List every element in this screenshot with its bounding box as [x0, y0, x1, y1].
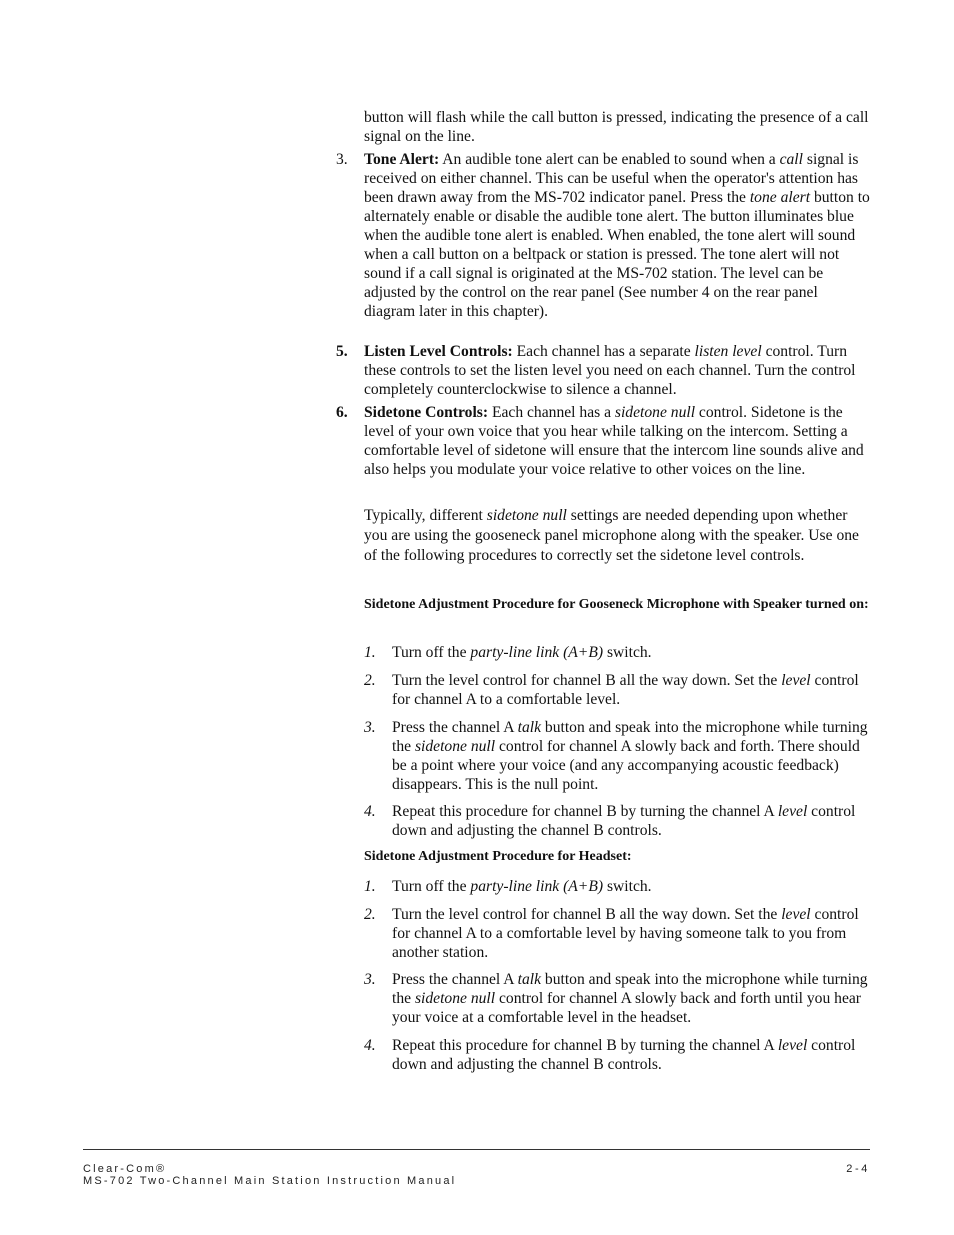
step-text — [392, 905, 870, 962]
item-number: 3. — [336, 151, 348, 168]
step-text — [392, 643, 870, 662]
step-number: 1. — [364, 878, 376, 895]
text: Repeat this procedure for channel B by turning the channel A — [392, 1037, 778, 1054]
emphasis: tone alert — [749, 189, 811, 206]
text: Turn the level control for channel B all the way down. Set the — [392, 672, 782, 689]
step-text — [392, 718, 870, 794]
text: Press the channel A — [392, 971, 518, 988]
item-title: Tone Alert: — [364, 151, 440, 168]
text: control. Turn these controls to set the listen level you need on each channel. Turn the control completely counterclockwise to silence a channel. — [364, 343, 856, 398]
text: control down and adjusting the channel B controls. — [392, 1037, 856, 1073]
footer-brand: Clear-Com® — [83, 1163, 167, 1175]
item-title: Sidetone Controls: — [364, 404, 489, 421]
step-number: 4. — [364, 803, 376, 820]
text: switch. — [603, 878, 652, 895]
emphasis: sidetone null — [414, 738, 496, 755]
text: Repeat this procedure for channel B by turning the channel A — [392, 803, 778, 820]
text: control for channel A slowly back and forth until you hear your voice at a comfortable level in the headset. — [392, 990, 862, 1026]
typical-paragraph — [364, 506, 870, 566]
text: Turn off the — [392, 644, 471, 661]
step-number: 1. — [364, 644, 376, 661]
text: settings are needed depending upon whether you are using the gooseneck panel microphone along with the speaker. Use one of the following procedures to correctly set the sidetone level controls. — [364, 507, 859, 564]
text: Each channel has a separate — [512, 343, 695, 360]
procedure-heading: Sidetone Adjustment Procedure for Gooseneck Microphone with Speaker turned on: — [364, 597, 869, 612]
text: control for channel A to a comfortable level. — [392, 672, 859, 708]
emphasis: level — [781, 906, 811, 923]
emphasis: party-line link (A+B) — [470, 644, 604, 661]
text: button and speak into the microphone while turning the — [392, 719, 868, 755]
item-number: 5. — [336, 343, 348, 360]
text: Typically, different — [364, 507, 487, 524]
text: button to alternately enable or disable the audible tone alert. The button illuminates blue when the audible tone alert is enabled. When enabled, the tone alert will sound when a call button on a beltpack or station is pressed. The tone alert will not sound if a call signal is originated at the MS-702 station. The level can be adjusted by the control on the rear panel (See number 4 on the rear panel diagram later in this chapter). — [364, 189, 870, 320]
text: control for channel A to a comfortable level by having someone talk to you from another station. — [392, 906, 859, 961]
page-number: 2-4 — [846, 1163, 870, 1175]
tone-alert-paragraph — [364, 150, 870, 321]
text: control down and adjusting the channel B controls. — [392, 803, 856, 839]
text: Turn off the — [392, 878, 471, 895]
item-title: Listen Level Controls: — [364, 343, 513, 360]
step-number: 4. — [364, 1037, 376, 1054]
step-text — [392, 671, 870, 709]
text: signal is received on either channel. This can be useful when the operator's attention has been drawn away from the MS-702 indicator panel. Press the — [364, 151, 859, 206]
emphasis: sidetone null — [614, 404, 696, 421]
emphasis: level — [777, 803, 808, 820]
emphasis: party-line link (A+B) — [470, 878, 604, 895]
step-text — [392, 1036, 870, 1074]
text: Press the channel A — [392, 719, 518, 736]
footer-rule — [83, 1149, 870, 1150]
step-number: 2. — [364, 672, 376, 689]
text: Turn the level control for channel B all the way down. Set the — [392, 906, 782, 923]
text: Each channel has a — [488, 404, 615, 421]
emphasis: sidetone null — [486, 507, 567, 524]
step-text — [392, 970, 870, 1027]
procedure-heading: Sidetone Adjustment Procedure for Headset: — [364, 849, 632, 864]
step-number: 3. — [364, 971, 376, 988]
text: control for channel A slowly back and forth. There should be a point where your voice (and any accompanying acoustic feedback) disappears. This is the null point. — [392, 738, 860, 793]
emphasis: sidetone null — [414, 990, 496, 1007]
item-number: 6. — [336, 404, 348, 421]
step-text — [392, 802, 870, 840]
intro-continuation: button will flash while the call button is pressed, indicating the presence of a call signal on the line. — [364, 109, 869, 145]
emphasis: call — [779, 151, 803, 168]
text: switch. — [603, 644, 652, 661]
emphasis: level — [781, 672, 811, 689]
listen-level-paragraph — [364, 342, 870, 399]
text: An audible tone alert can be enabled to sound when a — [439, 151, 780, 168]
step-number: 2. — [364, 906, 376, 923]
emphasis: talk — [517, 719, 541, 736]
step-text — [392, 877, 870, 896]
text: control. Sidetone is the level of your own voice that you hear while talking on the intercom. Setting a comfortable level of sidetone will ensure that the intercom line sounds alive and also helps you modulate your voice relative to other voices on the line. — [364, 404, 864, 478]
emphasis: listen level — [694, 343, 762, 360]
emphasis: level — [777, 1037, 808, 1054]
step-number: 3. — [364, 719, 376, 736]
emphasis: talk — [517, 971, 541, 988]
sidetone-paragraph — [364, 403, 870, 479]
text: button and speak into the microphone while turning the — [392, 971, 868, 1007]
footer-manual-title: MS-702 Two-Channel Main Station Instruction Manual — [83, 1175, 457, 1187]
